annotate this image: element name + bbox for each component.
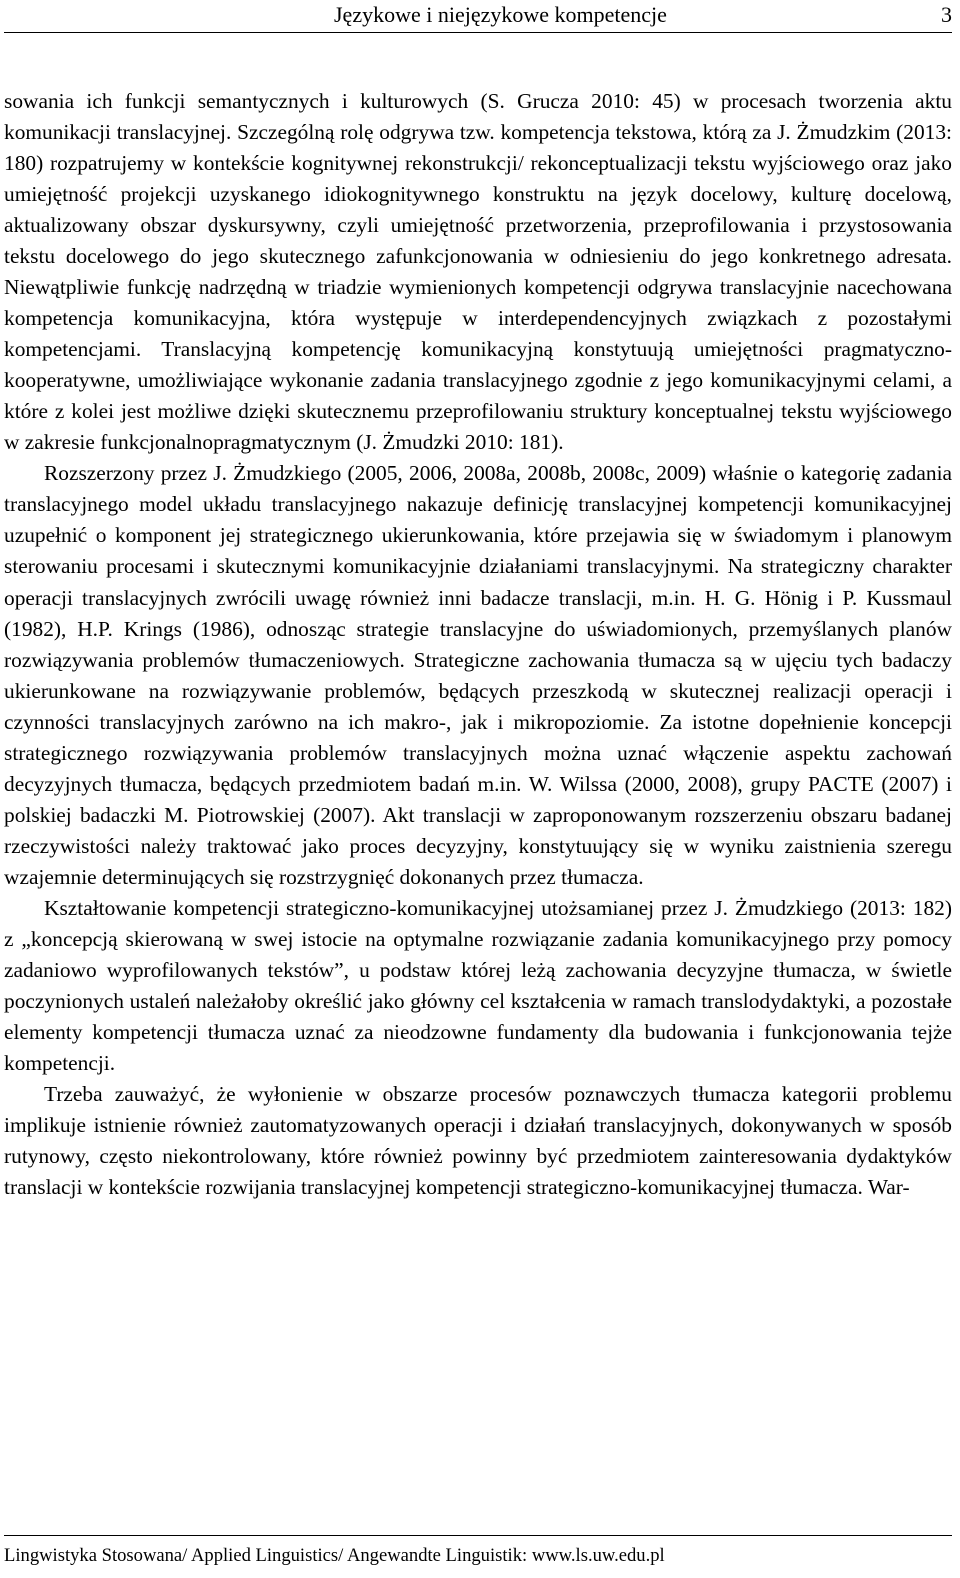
journal-footer: Lingwistyka Stosowana/ Applied Linguistics/ Angewandte Linguistik: www.ls.uw.edu.pl (4, 1545, 665, 1566)
paragraph: Trzeba zauważyć, że wyłonienie w obszarze procesów poznawczych tłumacza kategorii problemu implikuje istnienie również zautomatyzowanych operacji i działań translacyjnych, dokonywanych w sposób rutynowy, często niekontrolowany, które również powinny być przedmiotem zainteresowania dydaktyków translacji w kontekście rozwijania translacyjnej kompetencji strategiczno-komunikacyjnej tłumacza. War- (4, 1082, 952, 1200)
header-title: Językowe i niejęzykowe kompetencje (334, 2, 667, 27)
page-number: 3 (941, 2, 952, 27)
paragraph: Rozszerzony przez J. Żmudzkiego (2005, 2006, 2008a, 2008b, 2008c, 2009) właśnie o kategorię zadania translacyjnego model układu translacyjnego nakazuje definicję translacyjnej kompetencji komunikacyjnej uzupełnić o komponent jej strategicznego ukierunkowania, które przejawia się w świadomym i planowym sterowaniu procesami i skutecznymi komunikacyjnie działaniami translacyjnymi. Na strategiczny charakter operacji translacyjnych zwrócili uwagę również inni badacze translacji, m.in. H. G. Hönig i P. Kussmaul (1982), H.P. Krings (1986), odnosząc strategie translacyjne do uświadomionych, przemyślanych planów rozwiązywania problemów tłumaczeniowych. Strategiczne zachowania tłumacza są w ujęciu tych badaczy ukierunkowane na rozwiązywanie problemów, będących przeszkodą w skutecznej realizacji operacji i czynności translacyjnych zarówno na ich makro-, jak i mikropoziomie. Za istotne dopełnienie koncepcji strategicznego rozwiązywania problemów translacyjnych można uznać włączenie aspektu zachowań decyzyjnych tłumacza, będących przedmiotem badań m.in. W. Wilssa (2000, 2008), grupy PACTE (2007) i polskiej badaczki M. Piotrowskiej (2007). Akt translacji w zaproponowanym rozszerzeniu obszaru badanej rzeczywistości należy traktować jako proces decyzyjny, konstytuujący się w wyniku zaistnienia szeregu wzajemnie determinujących się rozstrzygnięć dokonanych przez tłumacza. (4, 461, 952, 889)
running-header (4, 0, 952, 33)
paragraph: Kształtowanie kompetencji strategiczno-komunikacyjnej utożsamianej przez J. Żmudzkiego (2013: 182) z „koncepcją skierowaną w swej istocie na optymalne rozwiązanie zadania komunikacyjnego przy pomocy zadaniowo wyprofilowanych tekstów”, u podstaw której leżą zachowania decyzyjne tłumacza, w świetle poczynionych ustaleń należałoby określić jako główny cel kształcenia w ramach translodydaktyki, a pozostałe elementy kompetencji tłumacza uznać za nieodzowne fundamenty dla budowania i funkcjonowania tejże kompetencji. (4, 895, 952, 1075)
footer-divider (4, 1535, 952, 1536)
body-text (4, 86, 952, 1203)
paragraph-continued: sowania ich funkcji semantycznych i kulturowych (S. Grucza 2010: 45) w procesach tworzenia aktu komunikacji translacyjnej. Szczególną rolę odgrywa tzw. kompetencja tekstowa, którą za J. Żmudzkim (2013: 180) rozpatrujemy w kontekście kognitywnej rekonstrukcji/ rekonceptualizacji tekstu wyjściowego oraz jako umiejętność projekcji uzyskanego idiokognitywnego konstruktu na język docelowy, kulturę docelową, aktualizowany obszar dyskursywny, czyli umiejętność przetworzenia, przeprofilowania i przystosowania tekstu docelowego do jego skutecznego zafunkcjonowania w odniesieniu do jego konkretnego adresata. Niewątpliwie funkcję nadrzędną w triadzie wymienionych kompetencji odgrywa translacyjnie nacechowana kompetencja komunikacyjna, która występuje w interdependencyjnych związkach z pozostałymi kompetencjami. Translacyjną kompetencję komunikacyjną konstytuują umiejętności pragmatyczno-kooperatywne, umożliwiające wykonanie zadania translacyjnego zgodnie z jego komunikacyjnymi celami, a które z kolei jest możliwe dzięki skutecznemu przeprofilowaniu struktury konceptualnej tekstu wyjściowego w zakresie funkcjonalnopragmatycznym (J. Żmudzki 2010: 181). (4, 89, 952, 455)
